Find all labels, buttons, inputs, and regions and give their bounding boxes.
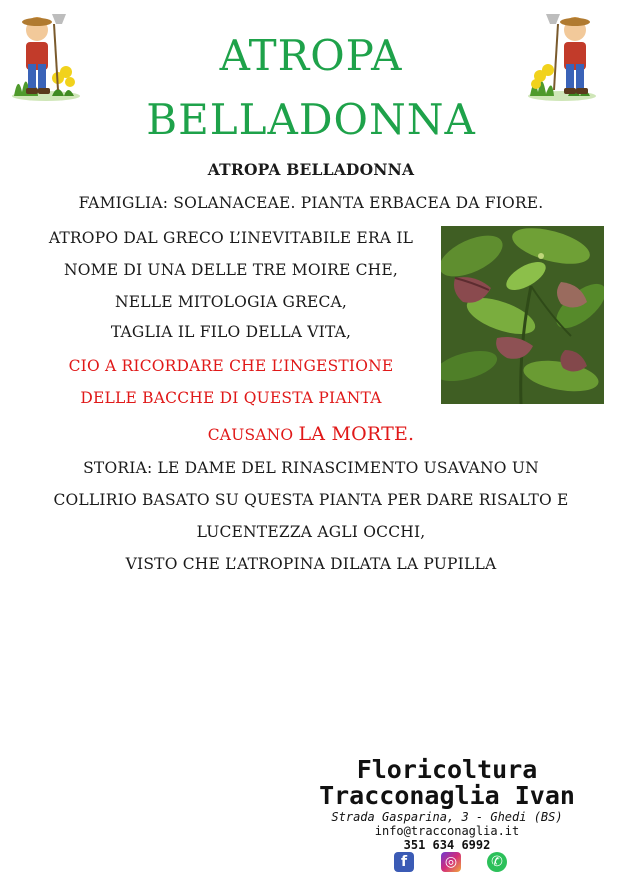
instagram-icon[interactable]: ◎ [441,852,461,872]
etymology-line: ATROPO DAL GRECO L’INEVITABILE ERA IL [48,229,414,247]
warning-conclusion [0,424,622,445]
brand-name-line-2: Tracconaglia Ivan [319,781,575,810]
email-link[interactable]: info@tracconaglia.it [374,824,520,838]
page-title-line-1: ATROPA [219,31,403,80]
warning-conclusion-emphasis: LA MORTE. [298,423,415,445]
belladonna-plant-photo [441,226,604,404]
warning-conclusion-prefix: CAUSANO [207,426,294,444]
section-heading: ATROPA BELLADONNA [207,160,415,179]
warning-line: DELLE BACCHE DI QUESTA PIANTA [80,389,382,407]
address-text: Strada Gasparina, 3 - Ghedi (BS) [331,810,563,824]
family-line: FAMIGLIA: SOLANACEAE. PIANTA ERBACEA DA FIORE. [78,194,544,212]
page-title-line-2: BELLADONNA [146,95,476,144]
history-line: LUCENTEZZA AGLI OCCHI, [196,523,426,541]
etymology-line: NELLE MITOLOGIA GRECA, [114,293,348,311]
history-line: STORIA: LE DAME DEL RINASCIMENTO USAVANO UN [83,459,539,477]
etymology-line: NOME DI UNA DELLE TRE MOIRE CHE, [63,261,399,279]
whatsapp-icon[interactable]: ✆ [487,852,507,872]
warning-line: CIO A RICORDARE CHE L’INGESTIONE [68,357,394,375]
facebook-icon[interactable]: f [394,852,414,872]
etymology-line: TAGLIA IL FILO DELLA VITA, [110,323,352,341]
phone-number[interactable]: 351 634 6992 [403,838,491,852]
history-line: COLLIRIO BASATO SU QUESTA PIANTA PER DARE RISALTO E [53,491,569,509]
history-line: VISTO CHE L’ATROPINA DILATA LA PUPILLA [125,555,497,573]
brand-name-line-1: Floricoltura [356,755,538,784]
